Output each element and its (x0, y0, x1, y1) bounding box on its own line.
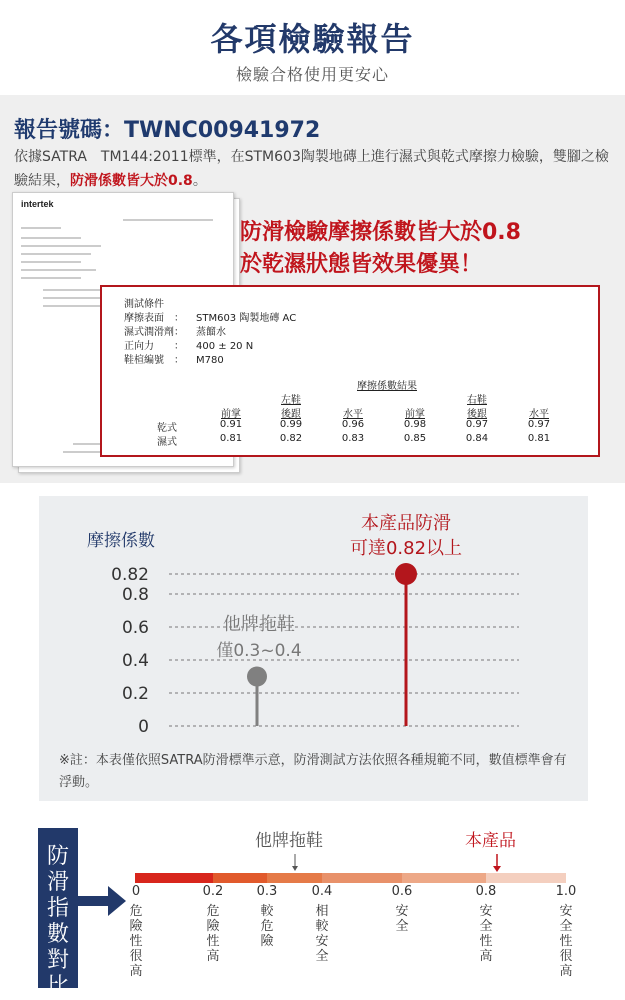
our-product-pointer-tip (493, 866, 501, 872)
y-tick-label: 0.82 (111, 565, 149, 585)
doc-line (21, 227, 61, 229)
friction-chart (39, 496, 588, 801)
condition-label: 正向力 ： (124, 341, 184, 352)
table-cell: 0.91 (219, 419, 243, 430)
condition-value: 400 ± 20 N (196, 341, 254, 352)
series-label: 他牌拖鞋 (223, 614, 295, 635)
left-shoe-header: 左鞋 (281, 395, 301, 406)
y-tick-label: 0.6 (121, 618, 149, 638)
scale-segment (213, 873, 267, 883)
table-cell: 0.81 (527, 433, 551, 444)
table-cell: 0.99 (279, 419, 303, 430)
chart-title: 摩擦係數 (87, 531, 155, 551)
scale-tick: 0.4 (311, 884, 333, 899)
scale-segment (322, 873, 402, 883)
doc-line (21, 237, 81, 239)
scale-tick: 0.6 (391, 884, 413, 899)
anti-slip-scale (0, 820, 625, 1000)
doc-line (21, 261, 81, 263)
conditions-heading: 測試條件 (124, 299, 164, 310)
scale-segment (135, 873, 213, 883)
page-title: 各項檢驗報告 (210, 20, 415, 58)
col-header: 後跟 (467, 409, 487, 420)
col-header: 水平 (529, 409, 549, 420)
scale-tick: 0.8 (475, 884, 497, 899)
other-brand-label: 他牌拖鞋 (255, 831, 323, 851)
other-brand-pointer-tip (292, 866, 298, 871)
right-shoe-header: 右鞋 (467, 395, 487, 406)
scale-level-text: 危險性高 (206, 904, 220, 964)
y-tick-label: 0.8 (121, 585, 149, 605)
desc-text: 依據SATRA TM144:2011標準，在STM603陶製地磚上進行濕式與乾式摩擦力檢驗，雙腳之檢驗結果， (14, 149, 609, 189)
scale-level-text: 較危險 (260, 904, 274, 949)
table-cell: 0.83 (341, 433, 365, 444)
series-sublabel: 僅0.3~0.4 (216, 641, 302, 661)
scale-level-text: 危險性很高 (129, 904, 143, 979)
doc-line (21, 253, 91, 255)
y-tick-label: 0 (138, 717, 149, 737)
report-description (14, 145, 614, 193)
chart-note: ※註：本表僅依照SATRA防滑標準示意，防滑測試方法依照各種規範不同，數值標準會有浮動。 (59, 753, 567, 790)
scale-tick: 0.2 (202, 884, 224, 899)
friction-chart-svg (39, 496, 588, 746)
slip-resistance-claim (240, 217, 521, 281)
condition-label: 摩擦表面 ： (124, 313, 184, 324)
condition-label: 濕式潤滑劑： (124, 327, 184, 338)
data-point (395, 563, 417, 585)
table-cell: 0.98 (403, 419, 427, 430)
side-label-text: 防滑指數對比 (46, 844, 69, 999)
test-results-table (100, 285, 600, 457)
doc-line (21, 245, 101, 247)
col-header: 水平 (343, 409, 363, 420)
row-label-dry: 乾式 (157, 423, 177, 434)
scale-level-text: 安全性高 (479, 904, 493, 964)
doc-line (123, 219, 213, 221)
table-cell: 0.96 (341, 419, 365, 430)
condition-value: STM603 陶製地磚 AC (196, 313, 297, 324)
col-header: 後跟 (281, 409, 301, 420)
scale-tick: 0.3 (256, 884, 278, 899)
results-title: 摩擦係數結果 (357, 381, 417, 392)
row-label-wet: 濕式 (157, 437, 177, 448)
scale-segment (486, 873, 566, 883)
scale-segment (402, 873, 486, 883)
table-cell: 0.85 (403, 433, 427, 444)
table-cell: 0.97 (465, 419, 489, 430)
desc-highlight: 防滑係數皆大於0.8 (70, 173, 193, 189)
condition-label: 鞋楦編號 ： (124, 355, 184, 366)
table-cell: 0.82 (279, 433, 303, 444)
doc-line (43, 297, 103, 299)
page-header (0, 0, 625, 95)
scale-level-text: 安全 (395, 904, 409, 934)
condition-value: 蒸餾水 (196, 327, 226, 338)
report-id: 報告號碼：TWNC00941972 (14, 118, 321, 143)
scale-level-text: 相較安全 (315, 904, 329, 964)
claim-line-1: 防滑檢驗摩擦係數皆大於0.8 (240, 220, 521, 245)
table-cell: 0.81 (219, 433, 243, 444)
series-sublabel: 可達0.82以上 (349, 538, 463, 559)
desc-suffix: 。 (192, 173, 207, 189)
table-cell: 0.84 (465, 433, 489, 444)
intertek-logo: intertek (21, 199, 54, 209)
doc-line (43, 289, 103, 291)
our-product-label: 本產品 (465, 831, 516, 851)
condition-row (124, 337, 253, 352)
condition-row (124, 323, 226, 338)
condition-value: M780 (196, 355, 224, 366)
scale-level-text: 安全性很高 (559, 904, 573, 979)
condition-row (124, 351, 224, 366)
condition-row (124, 309, 296, 324)
page-subtitle: 檢驗合格使用更安心 (235, 65, 389, 84)
scale-bar-svg (0, 850, 625, 910)
y-tick-label: 0.4 (121, 651, 149, 671)
table-cell: 0.97 (527, 419, 551, 430)
doc-line (21, 277, 81, 279)
scale-tick: 0 (131, 884, 141, 899)
data-point (247, 667, 267, 687)
doc-line (21, 269, 96, 271)
claim-line-2: 於乾濕狀態皆效果優異！ (240, 252, 483, 277)
doc-line (43, 305, 103, 307)
col-header: 前掌 (405, 409, 425, 420)
series-label: 本產品防滑 (361, 513, 451, 534)
y-tick-label: 0.2 (121, 684, 149, 704)
col-header: 前掌 (221, 409, 241, 420)
scale-segment (267, 873, 322, 883)
scale-tick: 1.0 (555, 884, 577, 899)
